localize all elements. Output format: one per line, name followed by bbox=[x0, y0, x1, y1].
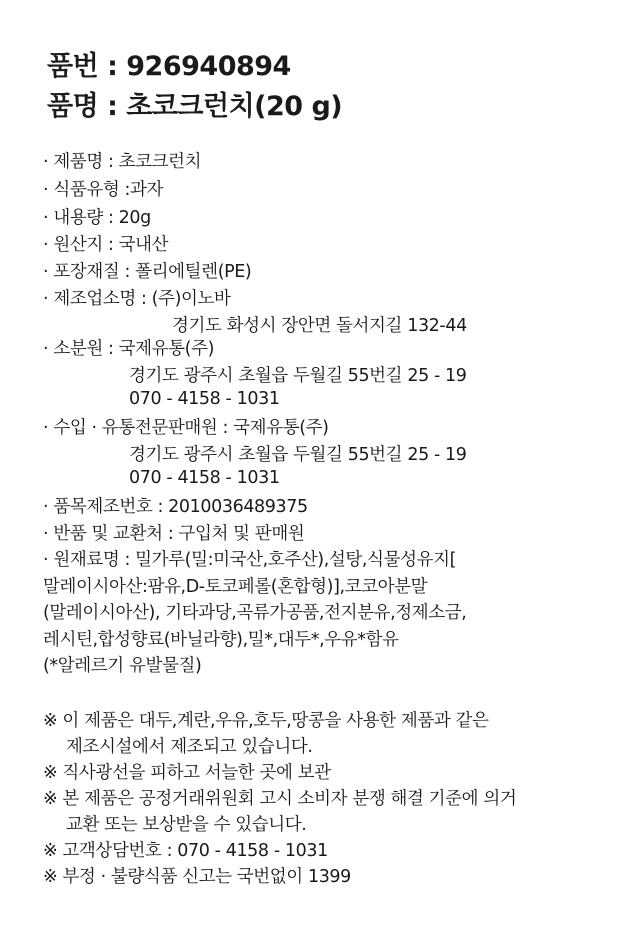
note-customer-support: ※ 고객상담번호 : 070 - 4158 - 1031 bbox=[43, 841, 328, 861]
info-seller-phone: 070 - 4158 - 1031 bbox=[129, 389, 280, 409]
info-seller: · 소분원 : 국제유통(주) bbox=[43, 339, 215, 359]
info-ingredients-line-3: (말레이시아산), 기타과당,곡류가공품,전지분유,정제소금, bbox=[43, 603, 467, 623]
info-importer-address: 경기도 광주시 초월읍 두월길 55번길 25 - 19 bbox=[129, 445, 467, 465]
note-storage: ※ 직사광선을 피하고 서늘한 곳에 보관 bbox=[43, 763, 331, 783]
note-allergy-line-1: ※ 이 제품은 대두,계란,우유,호두,땅콩을 사용한 제품과 같은 bbox=[43, 711, 489, 731]
info-packaging: · 포장재질 : 폴리에틸렌(PE) bbox=[43, 262, 252, 282]
info-seller-address: 경기도 광주시 초월읍 두월길 55번길 25 - 19 bbox=[129, 366, 467, 386]
info-manufacturer-address: 경기도 화성시 장안면 돌서지길 132-44 bbox=[172, 316, 467, 336]
info-report-number: · 품목제조번호 : 2010036489375 bbox=[43, 497, 308, 517]
note-compensation-line-1: ※ 본 제품은 공정거래위원회 고시 소비자 분쟁 해결 기준에 의거 bbox=[43, 789, 517, 809]
product-title: 품명 : 초코크런치(20 g) bbox=[47, 91, 343, 122]
info-ingredients-line-4: 레시틴,합성향료(바닐라향),밀*,대두*,우유*함유 bbox=[43, 630, 399, 650]
info-volume: · 내용량 : 20g bbox=[43, 208, 151, 228]
info-product-name: · 제품명 : 초코크런치 bbox=[43, 152, 202, 172]
info-food-type: · 식품유형 :과자 bbox=[43, 180, 164, 200]
note-compensation-line-2: 교환 또는 보상받을 수 있습니다. bbox=[66, 815, 307, 835]
note-allergy-line-2: 제조시설에서 제조되고 있습니다. bbox=[66, 737, 313, 757]
info-ingredients-line-2: 말레이시아산:팜유,D-토코페롤(혼합형)],코코아분말 bbox=[43, 577, 428, 597]
info-importer: · 수입 · 유통전문판매원 : 국제유통(주) bbox=[43, 418, 329, 438]
info-allergen-note: (*알레르기 유발물질) bbox=[43, 656, 202, 676]
info-importer-phone: 070 - 4158 - 1031 bbox=[129, 468, 280, 488]
info-origin: · 원산지 : 국내산 bbox=[43, 235, 169, 255]
note-report-hotline: ※ 부정 · 불량식품 신고는 국번없이 1399 bbox=[43, 867, 351, 887]
info-returns: · 반품 및 교환처 : 구입처 및 판매원 bbox=[43, 524, 305, 544]
product-number: 품번 : 926940894 bbox=[47, 51, 291, 82]
info-manufacturer: · 제조업소명 : (주)이노바 bbox=[43, 289, 231, 309]
info-ingredients-line-1: · 원재료명 : 밀가루(밀:미국산,호주산),설탕,식물성유지[ bbox=[43, 550, 457, 570]
